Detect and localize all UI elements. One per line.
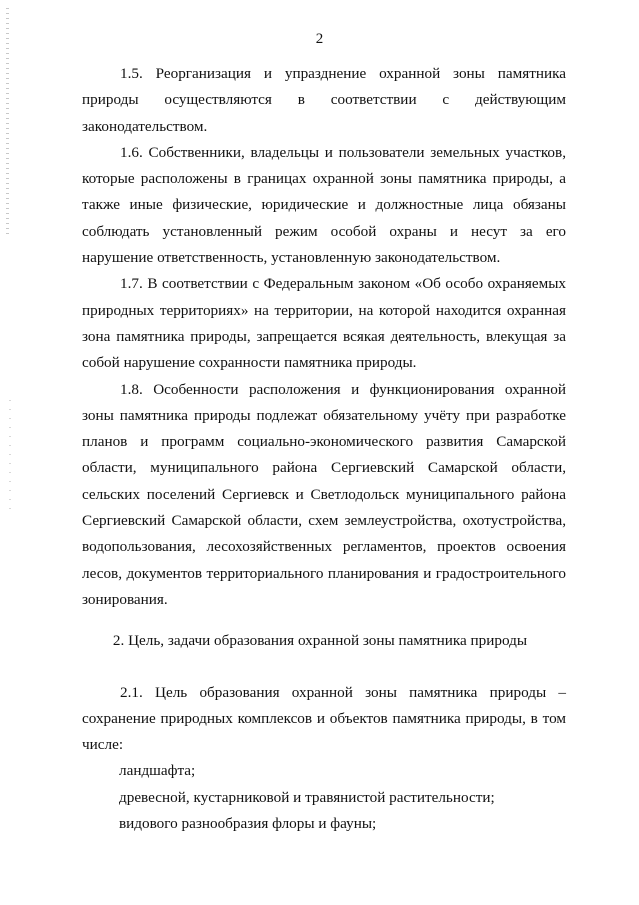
list-item-biodiversity: видового разнообразия флоры и фауны; xyxy=(119,815,377,833)
document-body xyxy=(82,61,566,837)
list-item-vegetation: древесной, кустарниковой и травянистой растительности; xyxy=(119,788,495,806)
paragraph-1-8: 1.8. Особенности расположения и функционирования охранной зоны памятника природы подлежат обязательному учёту при разработке планов и программ социально-экономического развития Самарской области, муниципального района Сергиевский Самарской области, сельских поселений Сергиевск и Светлодольск муниципального района Сергиевский Самарской области, схем землеустройства, охотустройства, водопользования, лесохозяйственных регламентов, проектов освоения лесов, документов территориального планирования и градостроительного зонирования. xyxy=(82,380,566,608)
section-2-heading: 2. Цель, задачи образования охранной зоны памятника природы xyxy=(112,632,528,650)
paragraph-1-5: 1.5. Реорганизация и упразднение охранной зоны памятника природы осуществляются в соответствии с действующим законодательством. xyxy=(82,65,566,135)
page-number: 2 xyxy=(315,31,324,47)
paragraph-2-1: 2.1. Цель образования охранной зоны памятника природы – сохранение природных комплексов и объектов памятника природы, в том числе: xyxy=(82,683,566,754)
paragraph-1-6: 1.6. Собственники, владельцы и пользователи земельных участков, которые расположены в границах охранной зоны памятника природы, а также иные физические, юридические и должностные лица обязаны соблюдать установленный режим особой охраны и несут за его нарушение ответственность, установленную законодательством. xyxy=(82,143,566,267)
paragraph-1-7: 1.7. В соответствии с Федеральным законом «Об особо охраняемых природных территориях» на территории, на которой находится охранная зона памятника природы, запрещается всякая деятельность, влекущая за собой нарушение сохранности памятника природы. xyxy=(82,275,566,372)
scan-margin-marks-lower xyxy=(9,400,11,510)
list-item-landscape: ландшафта; xyxy=(119,762,196,780)
